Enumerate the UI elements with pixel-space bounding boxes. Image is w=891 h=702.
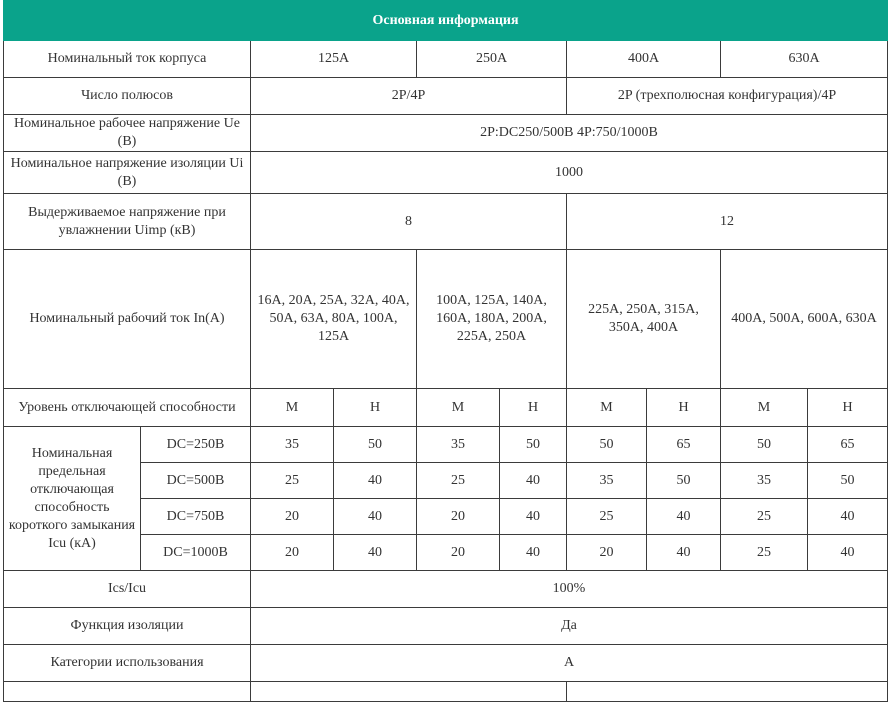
row-label: Функция изоляции: [4, 608, 251, 645]
cell: 2P:DC250/500B 4P:750/1000B: [251, 115, 888, 152]
cell: 40: [808, 499, 888, 535]
cell: 2P (трехполюсная конфигурация)/4P: [567, 78, 888, 115]
row-ics: [4, 571, 888, 608]
row-frame-current: [4, 41, 888, 78]
cell: 12: [567, 194, 888, 250]
cell: Да: [251, 608, 888, 645]
header-row: [4, 1, 888, 41]
cell: 35: [567, 463, 647, 499]
cell: 40: [647, 499, 721, 535]
cell: M: [721, 389, 808, 427]
row-category: [4, 645, 888, 682]
row-label: Ics/Icu: [4, 571, 251, 608]
cell: 25: [417, 463, 500, 499]
row-ue: [4, 115, 888, 152]
cell: 65: [808, 427, 888, 463]
cell: H: [647, 389, 721, 427]
cell: 1000: [251, 152, 888, 194]
cell: 100%: [251, 571, 888, 608]
cell: 65: [647, 427, 721, 463]
cell: 400A: [567, 41, 721, 78]
spec-table-container: [3, 0, 887, 702]
cell: H: [808, 389, 888, 427]
cell: 25: [721, 499, 808, 535]
cell: 40: [647, 535, 721, 571]
cell: 35: [721, 463, 808, 499]
row-uimp: [4, 194, 888, 250]
cell: M: [417, 389, 500, 427]
cell: 8: [251, 194, 567, 250]
cell: 250A: [417, 41, 567, 78]
row-isolation: [4, 608, 888, 645]
voltage-label: DC=500B: [141, 463, 251, 499]
cell: 50: [721, 427, 808, 463]
cell: 40: [500, 463, 567, 499]
cell: 20: [417, 499, 500, 535]
cell: 50: [567, 427, 647, 463]
row-label: Категории использования: [4, 645, 251, 682]
cell: M: [567, 389, 647, 427]
voltage-label: DC=250B: [141, 427, 251, 463]
row-label: Номинальное напряжение изоляции Ui (B): [4, 152, 251, 194]
table-header: Основная информация: [4, 1, 888, 41]
cell: 40: [334, 499, 417, 535]
cell: 100A, 125A, 140A, 160A, 180A, 200A, 225A, 250A: [417, 250, 567, 389]
row-in: [4, 250, 888, 389]
row-label: Число полюсов: [4, 78, 251, 115]
row-ui: [4, 152, 888, 194]
row-label: Выдерживаемое напряжение при увлажнении Uimp (кВ): [4, 194, 251, 250]
cell-empty: [567, 682, 888, 702]
row-label: Уровень отключающей способности: [4, 389, 251, 427]
cell: 40: [808, 535, 888, 571]
cell: 50: [500, 427, 567, 463]
cell: H: [334, 389, 417, 427]
cell: 40: [500, 535, 567, 571]
cell-empty: [251, 682, 567, 702]
spec-table: [3, 0, 888, 702]
cell: 50: [647, 463, 721, 499]
cell: 20: [417, 535, 500, 571]
voltage-label: DC=1000B: [141, 535, 251, 571]
cell: 20: [567, 535, 647, 571]
cell: 35: [417, 427, 500, 463]
row-icu-250: [4, 427, 888, 463]
cell: 20: [251, 535, 334, 571]
cell: 400A, 500A, 600A, 630A: [721, 250, 888, 389]
row-label: Номинальный рабочий ток In(A): [4, 250, 251, 389]
cell: 20: [251, 499, 334, 535]
cell: 225A, 250A, 315A, 350A, 400A: [567, 250, 721, 389]
voltage-label: DC=750B: [141, 499, 251, 535]
cell: 50: [334, 427, 417, 463]
cell: 40: [500, 499, 567, 535]
cell: 16A, 20A, 25A, 32A, 40A, 50A, 63A, 80A, 100A, 125A: [251, 250, 417, 389]
cell: A: [251, 645, 888, 682]
cell: 50: [808, 463, 888, 499]
cell: M: [251, 389, 334, 427]
cell: 2P/4P: [251, 78, 567, 115]
row-partial: [4, 682, 888, 702]
cell: H: [500, 389, 567, 427]
row-label-icu: Номинальная предельная отключающая способность короткого замыкания Icu (кА): [4, 427, 141, 571]
cell: 40: [334, 463, 417, 499]
cell: 35: [251, 427, 334, 463]
row-label: Номинальное рабочее напряжение Ue (B): [4, 115, 251, 152]
cell: 25: [567, 499, 647, 535]
cell: 125A: [251, 41, 417, 78]
row-poles: [4, 78, 888, 115]
row-breaking-level: [4, 389, 888, 427]
cell: 25: [251, 463, 334, 499]
cell-empty: [4, 682, 251, 702]
row-label: Номинальный ток корпуса: [4, 41, 251, 78]
cell: 40: [334, 535, 417, 571]
cell: 25: [721, 535, 808, 571]
cell: 630A: [721, 41, 888, 78]
